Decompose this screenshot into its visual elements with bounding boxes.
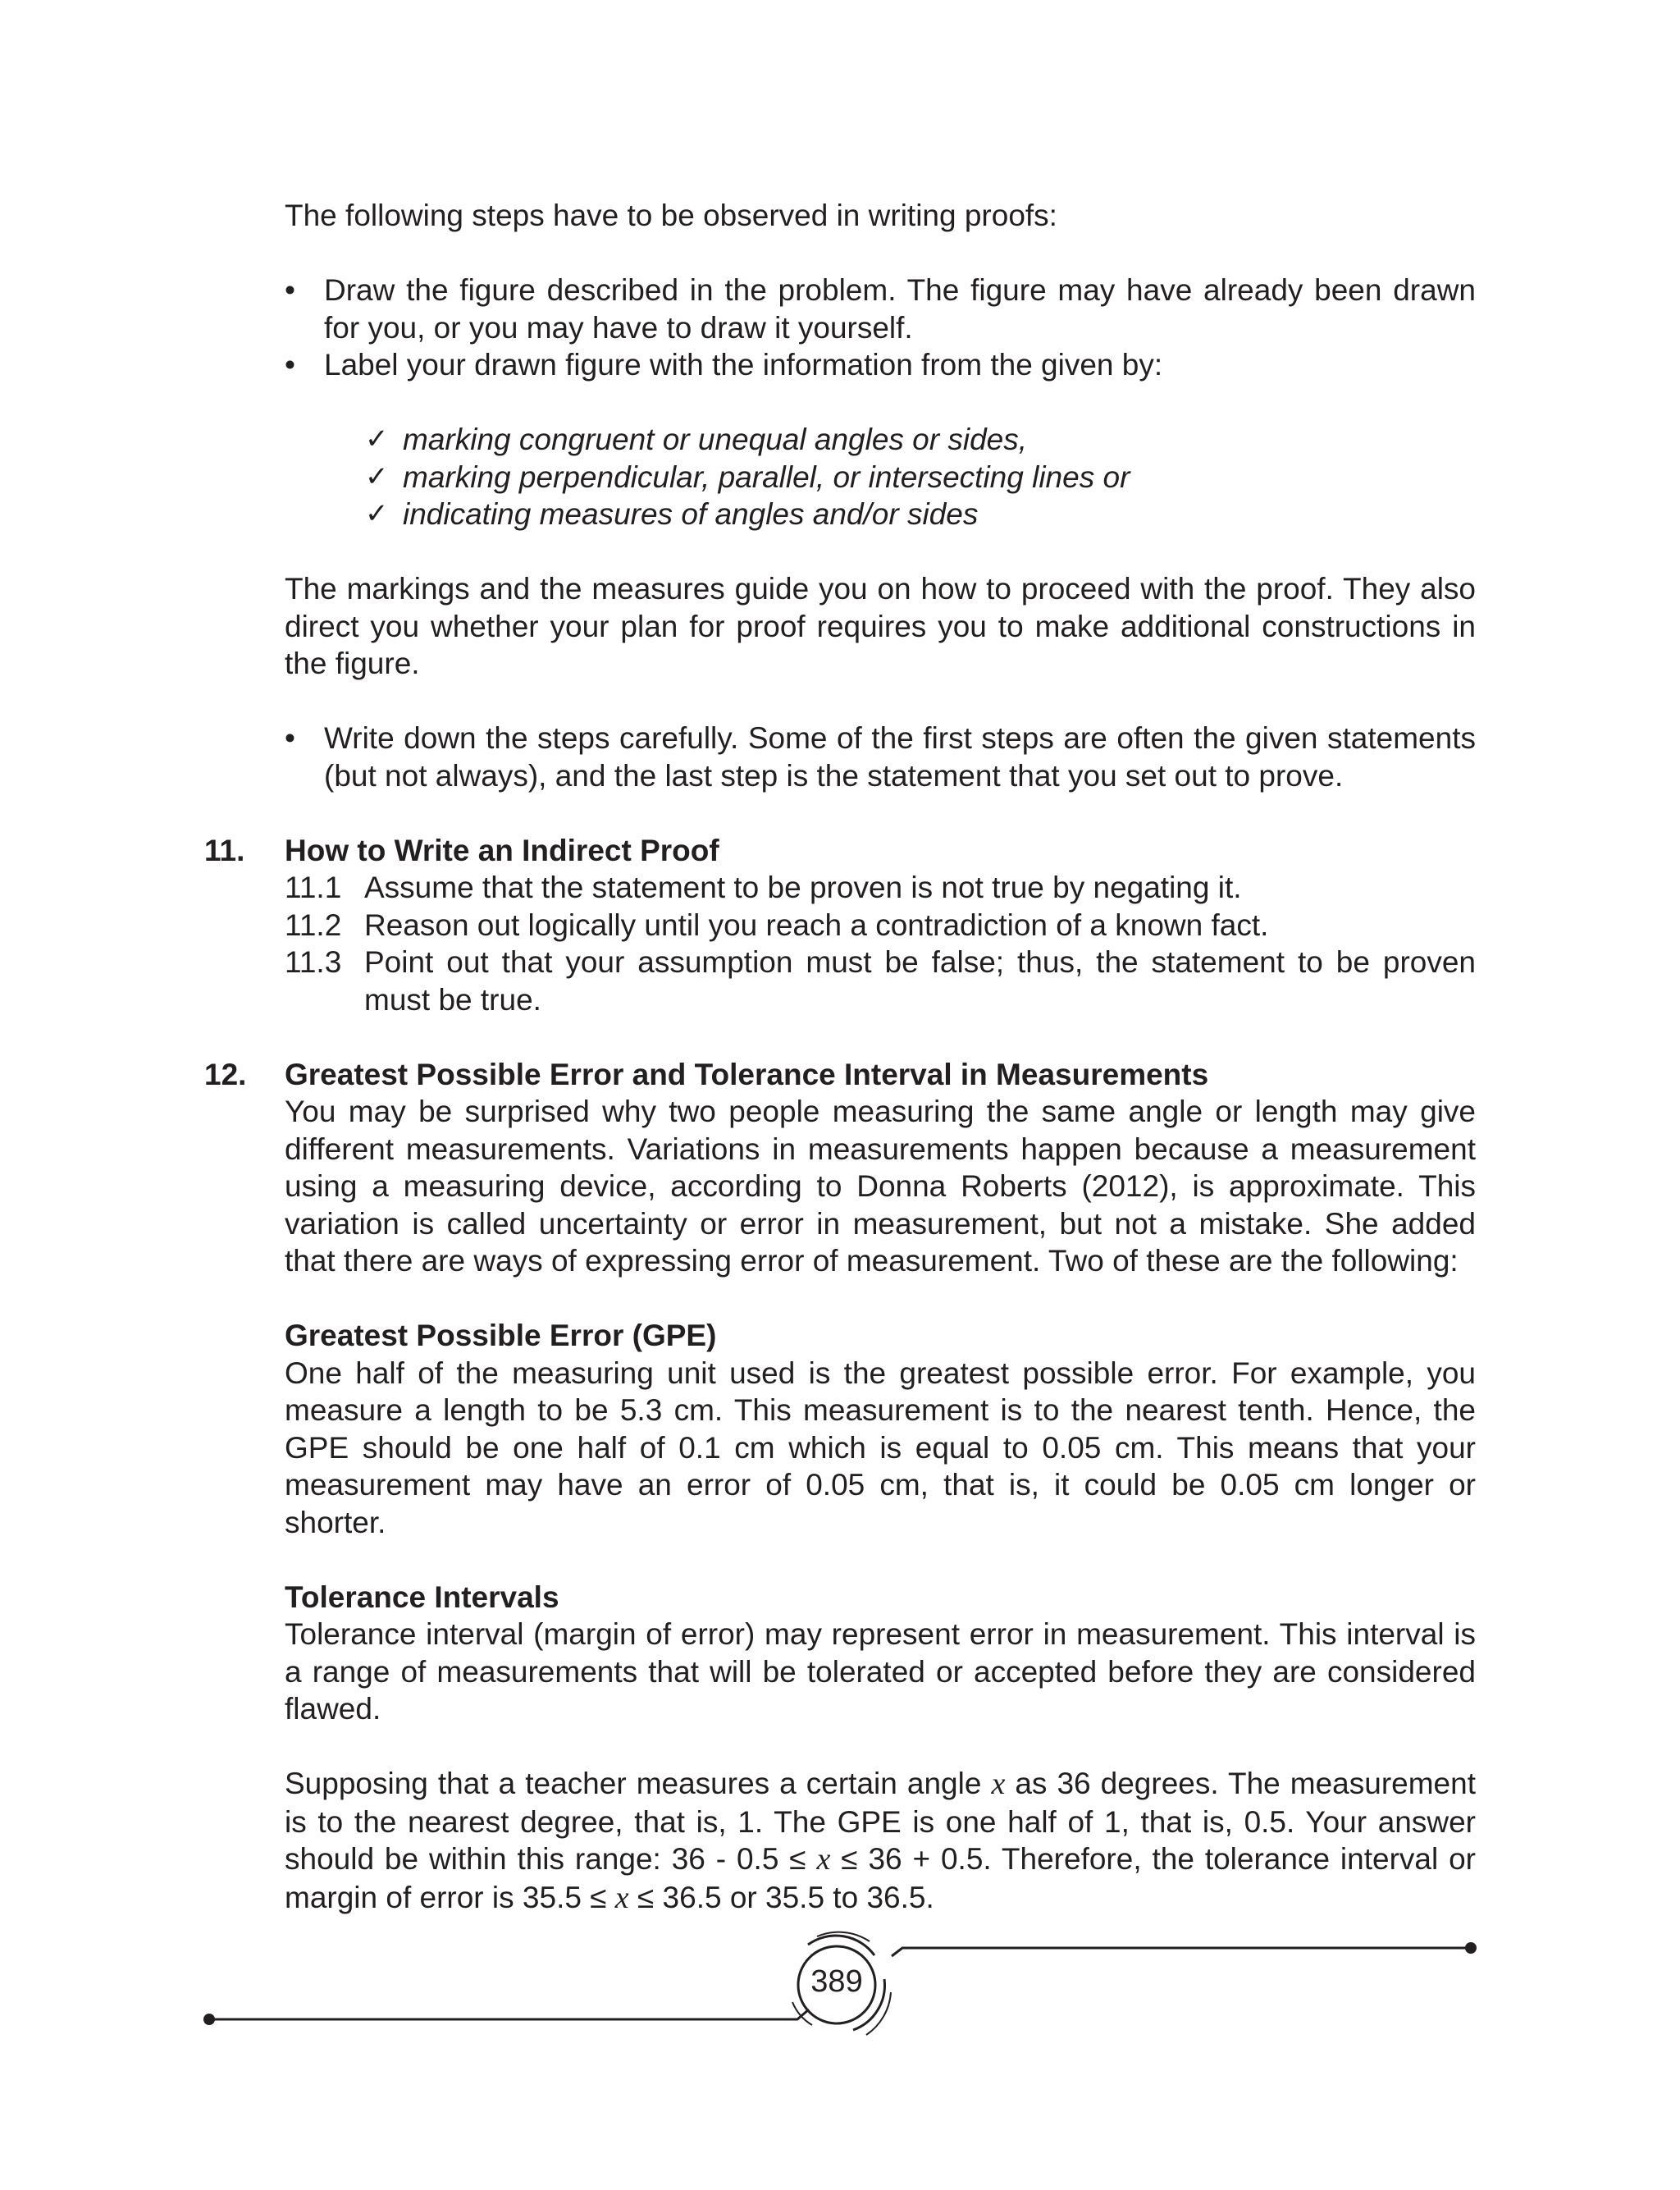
bullet-text: Draw the figure described in the problem. The figure may have already been drawn for you, or you may have to draw it yourself.: [324, 273, 1476, 345]
sub-item-text: Assume that the statement to be proven is not true by negating it.: [364, 871, 1242, 904]
checkmark-icon: ✓: [365, 498, 389, 529]
example-text: ≤ 36.5 or 35.5 to 36.5.: [628, 1880, 934, 1914]
check-text: marking perpendicular, parallel, or intersecting lines or: [403, 459, 1130, 494]
sub-item-number: 11.2: [285, 908, 342, 942]
check-item: [365, 421, 1476, 459]
bullet-item: [285, 272, 1476, 346]
page-content: [204, 197, 1476, 1917]
footer-dot-right: [1465, 1942, 1477, 1954]
tolerance-text: Tolerance interval (margin of error) may represent error in measurement. This interval is a range of measurements that will be tolerated or accepted before they are considered flawed.: [285, 1617, 1476, 1726]
bullet-icon: •: [285, 273, 295, 307]
gpe-text: One half of the measuring unit used is the greatest possible error. For example, you measure a length to be 5.3 cm. This measurement is to the nearest tenth. Hence, the GPE should be one half of 0.1 cm which is equal to 0.05 cm. This means that your measurement may have an error of 0.05 cm, that is, it could be 0.05 cm longer or shorter.: [285, 1356, 1476, 1539]
section-12: [204, 1056, 1476, 1918]
markings-paragraph: The markings and the measures guide you on how to proceed with the proof. They also direct you whether your plan for proof requires you to make additional constructions in the figure.: [285, 572, 1476, 680]
variable-x: x: [816, 1842, 831, 1877]
section-intro: You may be surprised why two people measuring the same angle or length may give different measurements. Variations in measurements happen because a measurement using a measuring device, according to Donna Roberts (2012), is approximate. This variation is called uncertainty or error in measurement, but not a mistake. She added that there are ways of expressing error of measurement. Two of these are the following:: [285, 1095, 1476, 1278]
footer-dot-left: [203, 2014, 215, 2025]
sub-item-number: 11.3: [285, 945, 342, 979]
sub-item: [285, 944, 1476, 1018]
section-title: How to Write an Indirect Proof: [285, 833, 719, 867]
section-number: 12.: [204, 1057, 247, 1091]
variable-x: x: [991, 1767, 1006, 1801]
bullet-item: [285, 346, 1476, 384]
check-text: marking congruent or unequal angles or sides,: [403, 423, 1028, 456]
section-number: 11.: [204, 833, 245, 867]
checkmark-icon: ✓: [365, 460, 389, 492]
bullet-icon: •: [285, 721, 295, 755]
sub-item-text: Point out that your assumption must be false; thus, the statement to be proven must be true.: [364, 945, 1476, 1017]
tolerance-heading: Tolerance Intervals: [285, 1580, 559, 1614]
bullet-item: [285, 720, 1476, 794]
check-item: [365, 459, 1476, 496]
page-number: 389: [810, 1964, 863, 1999]
checkmark-icon: ✓: [365, 423, 389, 455]
section-title: Greatest Possible Error and Tolerance Interval in Measurements: [285, 1057, 1209, 1091]
sub-item: [285, 907, 1476, 944]
variable-x: x: [614, 1880, 629, 1915]
example-text: as 36 degrees. The measurement is to the nearest degree, that is, 1. The GPE is one half of 1, that is, 0.5. Your answer should be within this range: 36 - 0.5 ≤: [285, 1767, 1476, 1876]
example-text: Supposing that a teacher measures a certain angle: [285, 1767, 992, 1800]
bullet-text: Write down the steps carefully. Some of the first steps are often the given statements (but not always), and the last step is the statement that you set out to prove.: [324, 721, 1476, 793]
intro-text: The following steps have to be observed in writing proofs:: [285, 199, 1057, 232]
check-list: [285, 421, 1476, 533]
section-11: [204, 832, 1476, 1019]
sub-item: [285, 869, 1476, 907]
bullet-icon: •: [285, 348, 295, 382]
check-text: indicating measures of angles and/or sides: [403, 497, 979, 531]
sub-item-number: 11.1: [285, 871, 342, 904]
bullet-text: Label your drawn figure with the information from the given by:: [324, 348, 1163, 382]
sub-item-text: Reason out logically until you reach a contradiction of a known fact.: [364, 908, 1269, 942]
footer-line-left: [209, 2009, 809, 2019]
example-text: ≤ 36 + 0.5. Therefore, the tolerance interval or margin of error is 35.5 ≤: [285, 1842, 1476, 1914]
footer-line-right: [892, 1948, 1471, 1956]
check-item: [365, 496, 1476, 533]
gpe-heading: Greatest Possible Error (GPE): [285, 1319, 717, 1352]
example-paragraph: [285, 1765, 1476, 1917]
